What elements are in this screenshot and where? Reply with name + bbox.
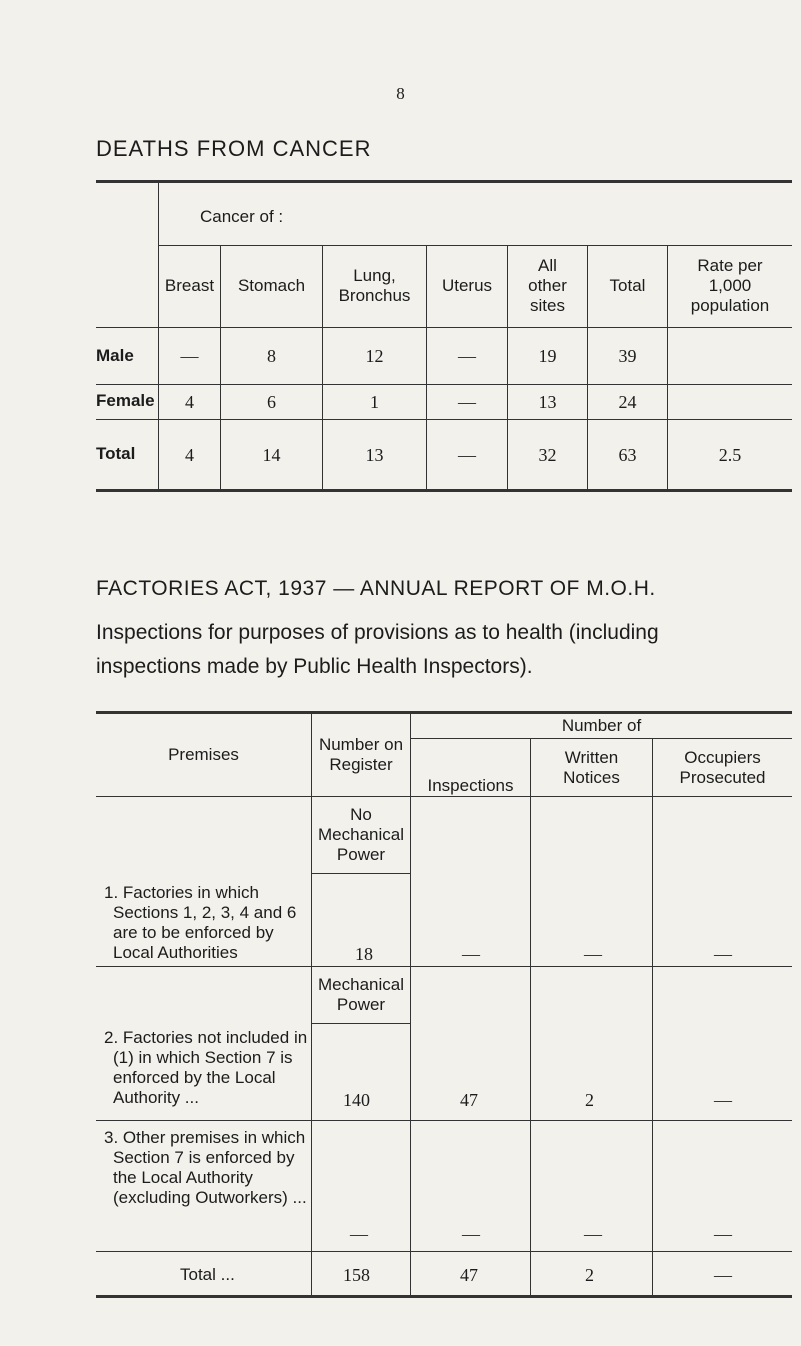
header-inspections: Inspections <box>427 776 514 795</box>
header-number-on-register: Number on Register <box>318 735 404 774</box>
col-lung: Lung, Bronchus <box>338 266 411 305</box>
table-cell: 4 <box>185 444 194 465</box>
cancer-of-header: Cancer of : <box>200 207 284 226</box>
factories-title: FACTORIES ACT, 1937 — ANNUAL REPORT OF M.O.H. <box>96 577 656 600</box>
table-cell <box>668 328 792 384</box>
total-register: 158 <box>343 1265 370 1285</box>
table-cell: 12 <box>365 346 384 366</box>
table-cell: 6 <box>267 392 276 412</box>
table-cell: 24 <box>618 392 637 412</box>
total-label: Total ... <box>180 1265 235 1284</box>
table-cell: 63 <box>618 444 637 465</box>
col-rate: Rate per 1,000 population <box>690 256 770 315</box>
table-cell: 1 <box>370 392 379 412</box>
row-premises-3: 3. Other premises in which Section 7 is enforced by the Local Authority (excluding Outworkers) ... <box>104 1128 307 1207</box>
row-label-female: Female <box>96 391 155 410</box>
table-cell: 2.5 <box>718 444 742 465</box>
table-cell: 19 <box>538 346 557 366</box>
power-label-1: No Mechanical Power <box>318 805 404 864</box>
col-stomach: Stomach <box>237 276 306 295</box>
page-number: 8 <box>396 84 405 103</box>
notices-2: 2 <box>585 1090 594 1110</box>
register-3: — <box>350 1224 368 1244</box>
table-cell: — <box>180 346 199 366</box>
inspections-2: 47 <box>460 1090 478 1110</box>
total-notices: 2 <box>585 1265 594 1285</box>
register-2: 140 <box>343 1090 370 1110</box>
table-cell: 13 <box>365 444 384 465</box>
table-cell <box>668 385 792 419</box>
col-other-sites: All other sites <box>528 256 567 315</box>
table-cell: — <box>458 392 476 412</box>
header-premises: Premises <box>168 745 239 764</box>
power-label-2: Mechanical Power <box>318 975 404 1014</box>
col-total: Total <box>609 276 646 295</box>
col-uterus: Uterus <box>441 276 493 295</box>
table-cell: 8 <box>267 346 276 366</box>
inspections-1: — <box>462 944 480 964</box>
table-cell: — <box>458 346 476 366</box>
table-cell: 32 <box>538 444 557 465</box>
prosecuted-3: — <box>714 1224 732 1244</box>
deaths-table-title: DEATHS FROM CANCER <box>96 136 372 161</box>
header-written-notices: Written Notices <box>563 747 620 787</box>
factories-intro-line1: Inspections for purposes of provisions as to health (including <box>96 621 659 644</box>
factories-intro-line2: inspections made by Public Health Inspectors). <box>96 655 533 678</box>
row-premises-2: 2. Factories not included in (1) in which Section 7 is enforced by the Local Authority ... <box>104 1028 308 1107</box>
row-premises-1: 1. Factories in which Sections 1, 2, 3, 4 and 6 are to be enforced by Local Authorities <box>104 883 297 962</box>
row-label-total: Total <box>96 444 136 463</box>
total-inspections: 47 <box>460 1265 478 1285</box>
prosecuted-1: — <box>714 944 732 964</box>
table-cell: 4 <box>185 392 194 412</box>
table-cell: 14 <box>262 444 281 465</box>
row-label-male: Male <box>96 346 134 365</box>
register-1: 18 <box>355 944 373 964</box>
table-cell: 13 <box>538 392 557 412</box>
header-number-of: Number of <box>561 716 642 735</box>
total-prosecuted: — <box>714 1265 732 1285</box>
inspections-3: — <box>462 1224 480 1244</box>
header-occupiers-prosecuted: Occupiers Prosecuted <box>679 747 766 787</box>
notices-1: — <box>584 944 602 964</box>
col-breast: Breast <box>164 276 215 295</box>
table-cell: 39 <box>618 346 637 366</box>
table-cell: — <box>458 444 476 465</box>
prosecuted-2: — <box>714 1090 732 1110</box>
notices-3: — <box>584 1224 602 1244</box>
